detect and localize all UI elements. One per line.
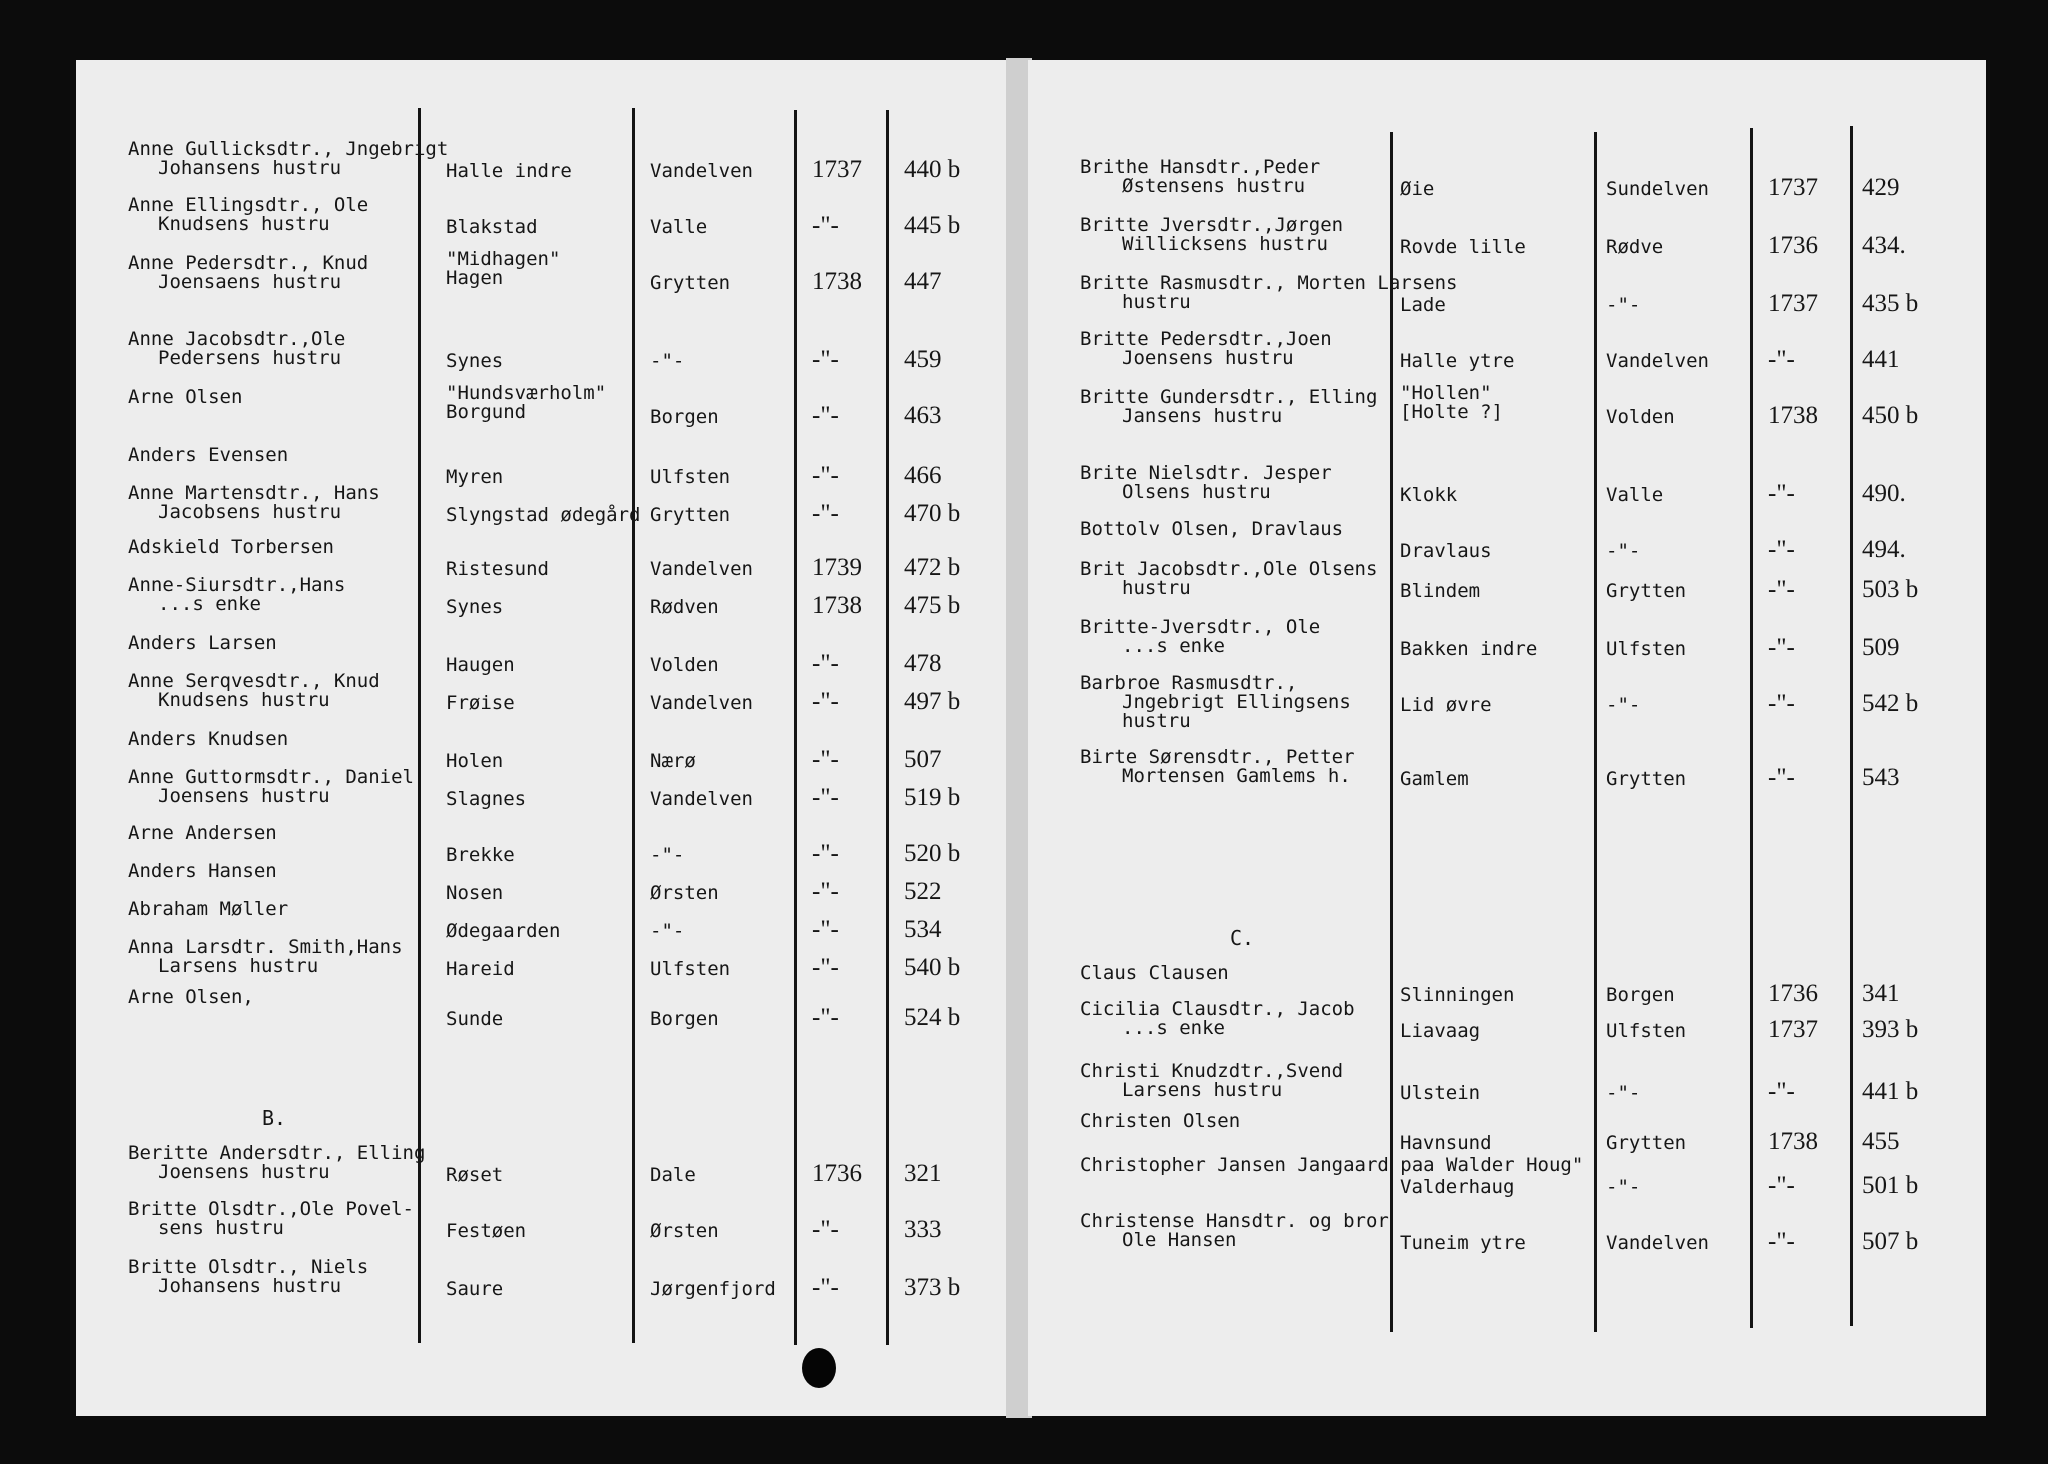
entry-page: 455 (1862, 1128, 1900, 1155)
entry-parish: Vandelven (650, 788, 753, 810)
entry-name-block (128, 824, 277, 843)
entry-farm (1400, 640, 1537, 659)
entry-parish: Volden (1606, 406, 1675, 428)
entry-parish: Borgen (650, 406, 719, 428)
entry-page: 445 b (904, 212, 961, 239)
entry-farm-name: Slagnes (446, 788, 527, 810)
entry-name: Anne Serqvesdtr., Knud (128, 670, 380, 692)
entry-name: Birte Sørensdtr., Petter (1080, 746, 1355, 768)
entry-name: Christen Olsen (1080, 1110, 1241, 1132)
entry-farm (1400, 180, 1434, 199)
entry-farm-name: Halle indre (446, 160, 572, 182)
index-entry (0, 560, 2048, 622)
entry-name-line: Østensens hustru (1122, 175, 1306, 197)
entry-farm-name: Bakken indre (1400, 638, 1538, 660)
entry-name: Barbroe Rasmusdtr., (1080, 672, 1298, 694)
entry-year: -"- (812, 346, 839, 373)
entry-farm-name: Holen (446, 750, 504, 772)
entry-name-line: Larsens hustru (1122, 1079, 1283, 1101)
index-entry (0, 271, 2048, 336)
entry-page: 475 b (904, 592, 961, 619)
entry-year: -"- (812, 462, 839, 489)
entry-year: -"- (1768, 764, 1795, 791)
entry-farm-alt: [Holte ?] (1400, 401, 1503, 423)
entry-parish: Ulfsten (650, 466, 731, 488)
entry-farm-name: Slyngstad ødegård (446, 504, 641, 526)
entry-parish: Dale (650, 1164, 696, 1186)
entry-parish: -"- (650, 844, 685, 866)
entry-year: -"- (1768, 690, 1795, 717)
entry-name-line: Johansens hustru (158, 1275, 342, 1297)
entry-farm-name: Saure (446, 1278, 504, 1300)
entry-name-line: Willicksens hustru (1122, 233, 1328, 255)
entry-page: 466 (904, 462, 942, 489)
entry-parish: -"- (1606, 694, 1641, 716)
entry-farm-name: Haugen (446, 654, 515, 676)
entry-name-line: sens hustru (158, 1217, 284, 1239)
entry-name: Britte Rasmusdtr., Morten Larsens (1080, 272, 1458, 294)
entry-page: 459 (904, 346, 942, 373)
entry-year: -"- (1768, 1228, 1795, 1255)
entry-page: 524 b (904, 1004, 961, 1031)
entry-name-block (1080, 618, 1320, 656)
entry-page: 440 b (904, 156, 961, 183)
entry-parish: Rødven (650, 596, 719, 618)
entry-farm-name: Lade (1400, 294, 1446, 316)
entry-year: 1738 (1768, 402, 1818, 429)
entry-name-line: hustru (1122, 710, 1191, 732)
entry-farm (1400, 1234, 1526, 1253)
entry-page: 321 (904, 1160, 942, 1187)
entry-farm (1400, 1022, 1480, 1041)
entry-year: 1737 (1768, 1016, 1818, 1043)
entry-name: Anna Larsdtr. Smith,Hans (128, 936, 403, 958)
entry-page: 373 b (904, 1274, 961, 1301)
entry-parish: -"- (650, 350, 685, 372)
entry-year: 1739 (812, 554, 862, 581)
entry-name: Adskield Torbersen (128, 536, 334, 558)
entry-year: -"- (812, 212, 839, 239)
entry-year: -"- (812, 1216, 839, 1243)
entry-name-block (128, 900, 288, 919)
entry-year: -"- (812, 1004, 839, 1031)
entry-farm-name: Gamlem (1400, 768, 1469, 790)
entry-parish: Grytten (650, 504, 731, 526)
entry-farm-name: Slinningen (1400, 984, 1515, 1006)
entry-name: Anders Knudsen (128, 728, 289, 750)
entry-parish: -"- (1606, 1082, 1641, 1104)
entry-farm-name: Ødegaarden (446, 920, 561, 942)
entry-year: 1738 (1768, 1128, 1818, 1155)
entry-farm-name: Synes (446, 350, 504, 372)
entry-farm (1400, 1134, 1492, 1153)
entry-name: Brite Nielsdtr. Jesper (1080, 462, 1332, 484)
entry-page: 472 b (904, 554, 961, 581)
entry-name-block (1080, 674, 1351, 731)
index-entry (0, 158, 2048, 220)
entry-name: Britte Pedersdtr.,Joen (1080, 328, 1332, 350)
entry-page: 507 b (1862, 1228, 1919, 1255)
entry-farm (1400, 486, 1457, 505)
entry-parish: Rødve (1606, 236, 1664, 258)
entry-year: 1738 (812, 268, 862, 295)
entry-year: -"- (1768, 634, 1795, 661)
entry-name-line: Pedersens hustru (158, 347, 342, 369)
entry-page: 435 b (1862, 290, 1919, 317)
entry-farm-alt: Hagen (446, 267, 504, 289)
entry-farm-name: Valderhaug (1400, 1176, 1515, 1198)
entry-farm-name: Rovde lille (1400, 236, 1526, 258)
index-entry (0, 1156, 2048, 1218)
entry-farm (446, 1280, 503, 1299)
entry-name: Arne Olsen (128, 386, 243, 408)
entry-name-line: Joensens hustru (158, 1161, 330, 1183)
entry-name-block (1080, 964, 1229, 983)
entry-year: -"- (1768, 480, 1795, 507)
entry-parish: Grytten (1606, 768, 1687, 790)
entry-year: -"- (1768, 346, 1795, 373)
entry-page: 470 b (904, 500, 961, 527)
entry-name-line: Knudsens hustru (158, 689, 330, 711)
entry-farm-name: "Hundsværholm" (446, 382, 607, 404)
entry-name-block (1080, 464, 1332, 502)
entry-parish: -"- (650, 920, 685, 942)
entry-page: 393 b (1862, 1016, 1919, 1043)
entry-name: Anders Hansen (128, 860, 277, 882)
entry-farm (1400, 542, 1492, 561)
entry-year: 1736 (1768, 980, 1818, 1007)
entry-parish: Ulfsten (650, 958, 731, 980)
entry-name-block (1080, 1212, 1389, 1250)
entry-name: Anne Ellingsdtr., Ole (128, 194, 369, 216)
section-heading-c: C. (1230, 926, 1255, 950)
entry-name-block (1080, 1156, 1583, 1175)
entry-year: -"- (812, 840, 839, 867)
entry-farm-name: Øie (1400, 178, 1435, 200)
entry-name: Arne Olsen, (128, 986, 254, 1008)
entry-name-block (1080, 560, 1377, 598)
entry-name-line: hustru (1122, 577, 1191, 599)
index-entry (0, 1000, 2048, 1062)
entry-farm-name: Blindem (1400, 580, 1481, 602)
entry-farm (1400, 238, 1526, 257)
entry-year: -"- (812, 688, 839, 715)
entry-name-block (1080, 748, 1355, 786)
entry-name-line: Joensens hustru (158, 785, 330, 807)
entry-name-block (128, 862, 277, 881)
entry-farm-name: Frøise (446, 692, 515, 714)
entry-page: 543 (1862, 764, 1900, 791)
entry-farm (1400, 582, 1480, 601)
entry-year: 1736 (1768, 232, 1818, 259)
entry-year: 1737 (1768, 174, 1818, 201)
entry-page: 490. (1862, 480, 1906, 507)
entry-name: Anne Pedersdtr., Knud (128, 252, 369, 274)
entry-page: 522 (904, 878, 942, 905)
entry-name-line: Joensaens hustru (158, 271, 342, 293)
entry-name: Cicilia Clausdtr., Jacob (1080, 998, 1355, 1020)
entry-page: 333 (904, 1216, 942, 1243)
entry-year: 1737 (812, 156, 862, 183)
entry-parish: Jørgenfjord (650, 1278, 776, 1300)
entry-name-line: Larsens hustru (158, 955, 319, 977)
entry-year: -"- (1768, 1172, 1795, 1199)
index-entry (0, 464, 2048, 526)
entry-parish: Volden (650, 654, 719, 676)
entry-page: 494. (1862, 536, 1906, 563)
entry-name-line: ...s enke (158, 593, 261, 615)
entry-name-line: Mortensen Gamlems h. (1122, 765, 1351, 787)
entry-name: Britte-Jversdtr., Ole (1080, 616, 1321, 638)
entry-parish: -"- (1606, 540, 1641, 562)
entry-page: 463 (904, 402, 942, 429)
entry-name: Beritte Andersdtr., Elling (128, 1142, 426, 1164)
entry-name: Anne Gullicksdtr., Jngebrigt (128, 138, 449, 160)
entry-parish: Ørsten (650, 882, 719, 904)
entry-parish: Vandelven (1606, 1232, 1709, 1254)
entry-name: Anders Evensen (128, 444, 289, 466)
entry-name-line: Knudsens hustru (158, 213, 330, 235)
entry-name: Christi Knudzdtr.,Svend (1080, 1060, 1344, 1082)
entry-year: -"- (812, 954, 839, 981)
entry-name-line: ...s enke (1122, 635, 1225, 657)
entry-name: Bottolv Olsen, Dravlaus (1080, 518, 1344, 540)
entry-page: 501 b (1862, 1172, 1919, 1199)
entry-parish: Nærø (650, 750, 696, 772)
entry-farm-name: Ristesund (446, 558, 549, 580)
index-entry (0, 748, 2048, 810)
entry-page: 434. (1862, 232, 1906, 259)
index-entry (0, 212, 2048, 278)
entry-name-block (1080, 520, 1343, 539)
entry-page: 540 b (904, 954, 961, 981)
entry-parish: Valle (650, 216, 708, 238)
entry-name: Christense Hansdtr. og bror (1080, 1210, 1389, 1232)
entry-parish: Vandelven (650, 692, 753, 714)
entry-page: 520 b (904, 840, 961, 867)
entry-year: -"- (812, 1274, 839, 1301)
entry-farm (1400, 1084, 1480, 1103)
entry-year: -"- (1768, 536, 1795, 563)
entry-parish: -"- (1606, 1176, 1641, 1198)
entry-year: -"- (812, 746, 839, 773)
entry-farm (1400, 1178, 1514, 1197)
entry-farm-name: Sunde (446, 1008, 504, 1030)
entry-parish: Vandelven (1606, 350, 1709, 372)
entry-farm (1400, 696, 1492, 715)
entry-parish: Ulfsten (1606, 1020, 1687, 1042)
entry-name: Abraham Møller (128, 898, 289, 920)
entry-parish: Borgen (1606, 984, 1675, 1006)
section-heading-b: B. (262, 1106, 287, 1130)
entry-farm (1400, 384, 1503, 422)
entry-farm (1400, 296, 1446, 315)
entry-name-block (1080, 216, 1343, 254)
entry-name-line: hustru (1122, 291, 1191, 313)
index-entry (0, 670, 2048, 736)
entry-page: 441 (1862, 346, 1900, 373)
entry-farm (1400, 352, 1514, 371)
entry-page: 478 (904, 650, 942, 677)
entry-name: Brit Jacobsdtr.,Ole Olsens (1080, 558, 1378, 580)
entry-farm (1400, 770, 1469, 789)
entry-name-block (1080, 330, 1332, 368)
entry-page: 441 b (1862, 1078, 1919, 1105)
entry-farm-name: Klokk (1400, 484, 1458, 506)
entry-name-block (1080, 388, 1377, 426)
entry-parish: Ørsten (650, 1220, 719, 1242)
entry-year: 1736 (812, 1160, 862, 1187)
entry-page: 497 b (904, 688, 961, 715)
entry-parish: Vandelven (650, 558, 753, 580)
entry-name-line: Jacobsens hustru (158, 501, 342, 523)
entry-year: -"- (812, 878, 839, 905)
entry-farm-name: Dravlaus (1400, 540, 1492, 562)
entry-farm-name: Hareid (446, 958, 515, 980)
entry-farm-name: Lid øvre (1400, 694, 1492, 716)
entry-year: -"- (1768, 576, 1795, 603)
entry-name-block (1080, 1112, 1240, 1131)
entry-year: 1738 (812, 592, 862, 619)
entry-name: Christopher Jansen Jangaard paa Walder Houg" (1080, 1154, 1584, 1176)
entry-parish: Valle (1606, 484, 1664, 506)
index-entry (0, 330, 2048, 392)
entry-name-line: Olsens hustru (1122, 481, 1271, 503)
entry-farm-name: Synes (446, 596, 504, 618)
entry-name-line: Johansens hustru (158, 157, 342, 179)
entry-page: 429 (1862, 174, 1900, 201)
entry-farm-name: Liavaag (1400, 1020, 1481, 1042)
entry-parish: Grytten (1606, 1132, 1687, 1154)
entry-name-line: Ole Hansen (1122, 1229, 1237, 1251)
entry-name-block (1080, 1000, 1355, 1038)
entry-year: -"- (812, 402, 839, 429)
entry-name: Anne-Siursdtr.,Hans (128, 574, 346, 596)
entry-name: Anders Larsen (128, 632, 277, 654)
entry-farm-name: Nosen (446, 882, 504, 904)
entry-name: Claus Clausen (1080, 962, 1229, 984)
entry-farm-name: "Midhagen" (446, 248, 561, 270)
entry-year: -"- (812, 916, 839, 943)
entry-page: 509 (1862, 634, 1900, 661)
entry-name-line: ...s enke (1122, 1017, 1225, 1039)
entry-year: -"- (812, 784, 839, 811)
entry-parish: Ulfsten (1606, 638, 1687, 660)
entry-parish: Borgen (650, 1008, 719, 1030)
entry-name: Anne Martensdtr., Hans (128, 482, 380, 504)
entry-farm-name: Halle ytre (1400, 350, 1515, 372)
entry-year: -"- (812, 650, 839, 677)
entry-page: 447 (904, 268, 942, 295)
entry-page: 519 b (904, 784, 961, 811)
index-entry (0, 618, 2048, 680)
entry-name-block (1080, 158, 1320, 196)
entry-name-line: Jngebrigt Ellingsens (1122, 691, 1351, 713)
entry-farm-name: Festøen (446, 1220, 527, 1242)
entry-farm-name: Blakstad (446, 216, 538, 238)
entry-name-block (1080, 1062, 1343, 1100)
entry-parish: Vandelven (650, 160, 753, 182)
entry-page: 542 b (1862, 690, 1919, 717)
entry-page: 503 b (1862, 576, 1919, 603)
entry-name-line: Joensens hustru (1122, 347, 1294, 369)
entry-name-line: Jansens hustru (1122, 405, 1283, 427)
entry-farm-alt: Borgund (446, 401, 527, 423)
entry-name: Britte Olsdtr., Niels (128, 1256, 369, 1278)
entry-year: -"- (812, 500, 839, 527)
entry-name: Arne Andersen (128, 822, 277, 844)
entry-name: Brithe Hansdtr.,Peder (1080, 156, 1321, 178)
entry-farm-name: Brekke (446, 844, 515, 866)
entry-page: 450 b (1862, 402, 1919, 429)
index-entry (0, 1212, 2048, 1274)
entry-name: Britte Gundersdtr., Elling (1080, 386, 1378, 408)
entry-page: 534 (904, 916, 942, 943)
entry-farm-name: Ulstein (1400, 1082, 1481, 1104)
index-entry (0, 382, 2048, 450)
entry-parish: Sundelven (1606, 178, 1709, 200)
entry-parish: -"- (1606, 294, 1641, 316)
entry-farm-name: Tuneim ytre (1400, 1232, 1526, 1254)
entry-page: 507 (904, 746, 942, 773)
entry-name: Britte Jversdtr.,Jørgen (1080, 214, 1344, 236)
entry-page: 341 (1862, 980, 1900, 1007)
entry-year: 1737 (1768, 290, 1818, 317)
entry-farm-name: Røset (446, 1164, 504, 1186)
ink-blot (802, 1348, 836, 1388)
entry-name: Britte Olsdtr.,Ole Povel- (128, 1198, 414, 1220)
entry-farm-name: "Hollen" (1400, 382, 1492, 404)
entry-name: Anne Jacobsdtr.,Ole (128, 328, 346, 350)
entry-parish: Grytten (1606, 580, 1687, 602)
entry-parish: Grytten (650, 272, 731, 294)
entry-farm-name: Havnsund (1400, 1132, 1492, 1154)
entry-farm-name: Myren (446, 466, 504, 488)
entry-year: -"- (1768, 1078, 1795, 1105)
entry-name: Anne Guttormsdtr., Daniel (128, 766, 414, 788)
